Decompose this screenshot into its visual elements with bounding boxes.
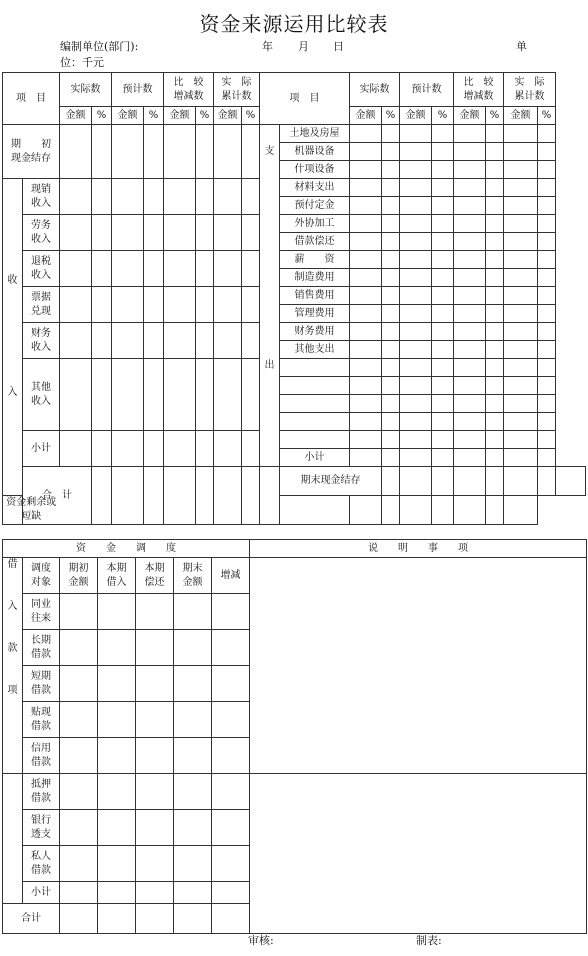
- unit-label: 单: [516, 40, 527, 53]
- borrow-row-label: 私人 借款: [23, 846, 60, 882]
- income-vertical-label: 收 入: [3, 179, 23, 496]
- amount-header: 金额: [60, 107, 92, 125]
- borrow-row-label: 短期 借款: [23, 666, 60, 702]
- head-change: 增减: [212, 558, 250, 594]
- borrowing-vertical-blank: [3, 774, 23, 904]
- borrow-row-label: 抵押 借款: [23, 774, 60, 810]
- col-cumulative-right: 实 际 累计数: [504, 73, 556, 107]
- income-row-label: 劳务 收入: [23, 215, 60, 251]
- income-row-label: 其他 收入: [23, 359, 60, 431]
- expense-subtotal-label: 小计: [280, 449, 350, 467]
- expense-row-label: 薪 资: [280, 251, 350, 269]
- expense-row-label: 机器设备: [280, 143, 350, 161]
- borrow-row-label: 银行 透支: [23, 810, 60, 846]
- notes-area-bottom: [250, 774, 587, 934]
- col-item-left: 项 目: [3, 73, 60, 125]
- head-ending: 期末 金额: [174, 558, 212, 594]
- opening-cash-label: 期 初 现金结存: [3, 125, 60, 179]
- borrow-total-label: 合计: [3, 904, 60, 934]
- amount-header: 金额: [454, 107, 486, 125]
- expense-row-label: 财务费用: [280, 323, 350, 341]
- pct-header: %: [486, 107, 504, 125]
- amount-header: 金额: [164, 107, 196, 125]
- month-label: 月: [298, 40, 309, 53]
- col-budget-right: 预计数: [400, 73, 454, 107]
- head-object: 调度 对象: [23, 558, 60, 594]
- amount-header: 金额: [400, 107, 432, 125]
- expense-row-label: 外协加工: [280, 215, 350, 233]
- pct-header: %: [242, 107, 260, 125]
- maker-label: 制表:: [416, 934, 442, 947]
- day-label: 日: [333, 40, 344, 53]
- expense-row-label: 材料支出: [280, 179, 350, 197]
- pct-header: %: [432, 107, 454, 125]
- income-row-label: 财务 收入: [23, 323, 60, 359]
- expense-vertical-label-2: 出: [260, 359, 280, 467]
- head-borrowed: 本期 借入: [98, 558, 136, 594]
- amount-header: 金额: [350, 107, 382, 125]
- expense-row-label: 管理费用: [280, 305, 350, 323]
- col-compare-left: 比 较 增减数: [164, 73, 214, 107]
- col-item-right: 项 目: [260, 73, 350, 125]
- amount-header: 金额: [214, 107, 242, 125]
- borrow-row-label: 贴现 借款: [23, 702, 60, 738]
- pct-header: %: [382, 107, 400, 125]
- expense-row-label: 什项设备: [280, 161, 350, 179]
- col-budget-left: 预计数: [112, 73, 164, 107]
- expense-row-label: 销售费用: [280, 287, 350, 305]
- audit-label: 审核:: [248, 934, 274, 947]
- notes-area-top: [250, 558, 587, 774]
- borrow-row-label: 信用 借款: [23, 738, 60, 774]
- fund-scheduling-table: [2, 539, 587, 934]
- borrow-subtotal-label: 小计: [23, 882, 60, 904]
- col-compare-right: 比 较 增减数: [454, 73, 504, 107]
- expense-row-label: 制造费用: [280, 269, 350, 287]
- comparison-table: [2, 72, 586, 525]
- col-actual-right: 实际数: [350, 73, 400, 107]
- surplus-shortage-label: 资金剩余或短缺: [3, 496, 60, 525]
- col-cumulative-left: 实 际 累计数: [214, 73, 260, 107]
- year-label: 年: [262, 40, 273, 53]
- income-row-label: 退税 收入: [23, 251, 60, 287]
- expense-vertical-label-1: 支: [260, 125, 280, 359]
- head-opening: 期初 金额: [60, 558, 98, 594]
- expense-row-label: 土地及房屋: [280, 125, 350, 143]
- col-actual-left: 实际数: [60, 73, 112, 107]
- borrowing-vertical-label: 借 入 款 项: [3, 558, 23, 774]
- income-row-label: 现销 收入: [23, 179, 60, 215]
- page-title: 资金来源运用比较表: [199, 12, 389, 36]
- fund-scheduling-title: 资 金 调 度: [3, 540, 250, 558]
- borrow-row-label: 同业 往来: [23, 594, 60, 630]
- head-repaid: 本期 偿还: [136, 558, 174, 594]
- income-row-label: 票据 兑现: [23, 287, 60, 323]
- pct-header: %: [538, 107, 556, 125]
- ending-cash-label: 期末现金结存: [280, 467, 382, 496]
- amount-header: 金额: [504, 107, 538, 125]
- total-label: 合 计: [23, 467, 92, 525]
- expense-row-label: 借款偿还: [280, 233, 350, 251]
- income-subtotal-label: 小计: [23, 431, 60, 467]
- borrow-row-label: 长期 借款: [23, 630, 60, 666]
- unit-dept-label: 编制单位(部门):: [60, 40, 139, 53]
- notes-title: 说 明 事 项: [250, 540, 587, 558]
- pct-header: %: [92, 107, 112, 125]
- expense-row-label: 其他支出: [280, 341, 350, 359]
- pct-header: %: [196, 107, 214, 125]
- expense-row-label: 预付定金: [280, 197, 350, 215]
- pct-header: %: [144, 107, 164, 125]
- unit-value: 位：千元: [60, 56, 104, 69]
- amount-header: 金额: [112, 107, 144, 125]
